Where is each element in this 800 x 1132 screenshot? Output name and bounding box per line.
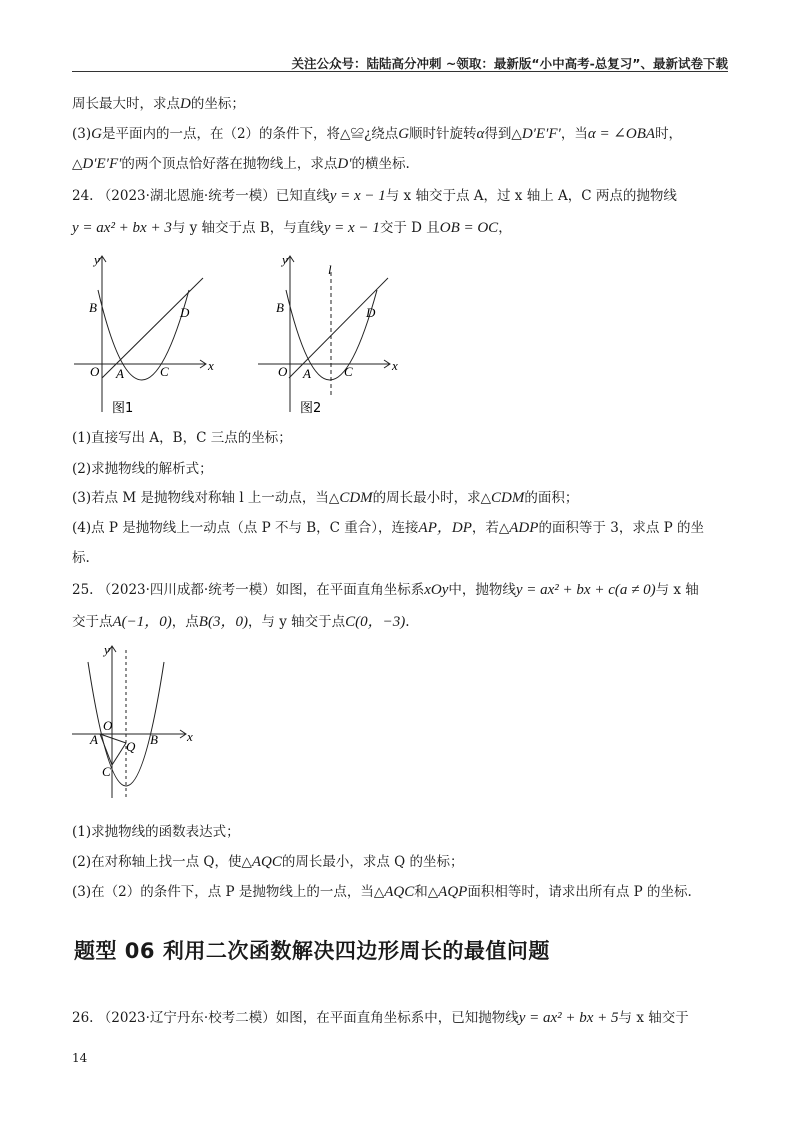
figure-3 (68, 640, 198, 802)
label-O: O (90, 364, 100, 379)
label-B: B (276, 300, 284, 315)
label-x: x (392, 358, 398, 373)
label-y: y (94, 252, 100, 267)
label-A: A (303, 366, 311, 381)
label-C: C (344, 364, 353, 379)
label-x: x (208, 358, 214, 373)
label-A: A (116, 366, 124, 381)
figure-2-caption: 图2 (300, 401, 322, 416)
section-heading: 题型 06 利用二次函数解决四边形周长的最值问题 (74, 939, 550, 963)
label-B: B (150, 732, 158, 747)
text-line: (2)在对称轴上找一点 Q，使△AQC的周长最小，求点 Q 的坐标； (72, 854, 464, 870)
label-C: C (102, 764, 111, 779)
label-l: l (328, 262, 332, 277)
label-D: D (366, 305, 376, 320)
label-x: x (187, 729, 193, 744)
text-line: (3)若点 M 是抛物线对称轴 l 上一动点，当△CDM的周长最小时，求△CDM的面积； (72, 490, 579, 506)
question-26: 26. （2023·辽宁丹东·校考二模）如图，在平面直角坐标系中，已知抛物线y = ax² + bx + 5与 x 轴交于 (72, 1010, 689, 1026)
text-line: 标. (72, 550, 90, 566)
label-C: C (160, 364, 169, 379)
label-A: A (90, 732, 98, 747)
label-y: y (104, 642, 110, 657)
figure-1-caption: 图1 (112, 401, 134, 416)
text-line: (3)G是平面内的一点，在（2）的条件下，将△≌¿绕点G顺时针旋转α得到△D′E′F′，当α = ∠OBA时， (72, 126, 683, 142)
text-line: (4)点 P 是抛物线上一动点（点 P 不与 B，C 重合），连接AP，DP，若△ADP的面积等于 3，求点 P 的坐 (72, 520, 704, 536)
text-line: (2)求抛物线的解析式； (72, 461, 213, 477)
text-line: (1)直接写出 A，B，C 三点的坐标； (72, 430, 292, 446)
label-B: B (89, 300, 97, 315)
label-y: y (282, 252, 288, 267)
page-header: 关注公众号：陆陆高分冲刺 ~领取：最新版“小中高考-总复习”、最新试卷下载 (291, 56, 728, 71)
text-line: (1)求抛物线的函数表达式； (72, 824, 240, 840)
text-line: 周长最大时，求点D的坐标； (72, 96, 245, 112)
header-rule (72, 71, 728, 72)
question-24: 24. （2023·湖北恩施·统考一模）已知直线y = x − 1与 x 轴交于点 A，过 x 轴上 A，C 两点的抛物线 (72, 188, 677, 204)
text-line: (3)在（2）的条件下，点 P 是抛物线上的一点，当△AQC和△AQP面积相等时，请求出所有点 P 的坐标. (72, 884, 692, 900)
text-line: 交于点A(−1，0)，点B(3，0)，与 y 轴交于点C(0，−3). (72, 614, 410, 630)
label-O: O (103, 718, 113, 733)
text-line: y = ax² + bx + 3与 y 轴交于点 B，与直线y = x − 1交于 D 且OB = OC， (72, 220, 512, 236)
figure-1 (72, 250, 222, 418)
page-number: 14 (72, 1051, 88, 1065)
label-O: O (278, 364, 288, 379)
figure-2 (256, 250, 406, 418)
question-25: 25. （2023·四川成都·统考一模）如图，在平面直角坐标系xOy中，抛物线y = ax² + bx + c(a ≠ 0)与 x 轴 (72, 582, 699, 598)
label-Q: Q (126, 739, 136, 754)
label-D: D (180, 305, 190, 320)
text-line: △D′E′F′的两个顶点恰好落在抛物线上，求点D′的横坐标. (72, 156, 410, 172)
